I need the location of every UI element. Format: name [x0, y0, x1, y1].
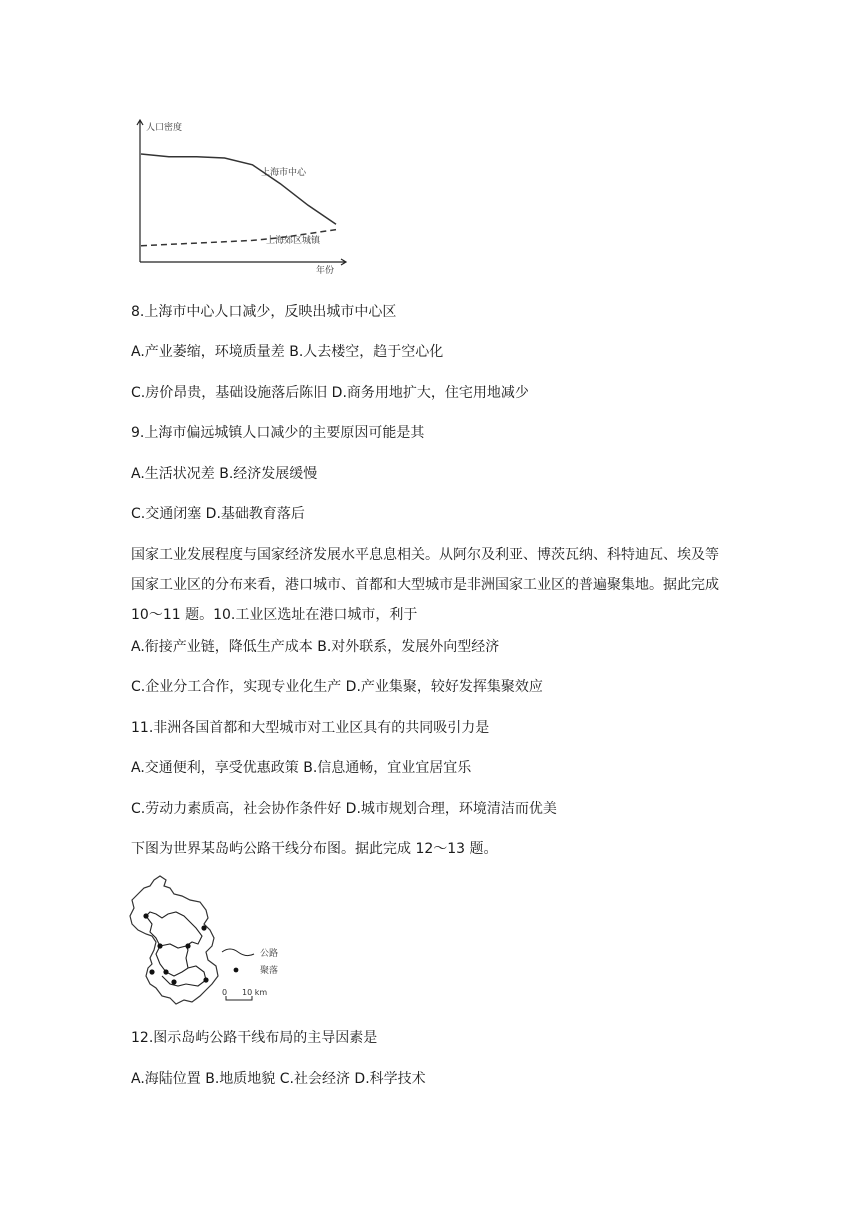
y-axis-label: 人口密度 [146, 123, 183, 133]
q8-options-cd: C.房价昂贵，基础设施落后陈旧 D.商务用地扩大，住宅用地减少 [131, 385, 529, 401]
passage-island-map: 下图为世界某岛屿公路干线分布图。据此完成 12～13 题。 [131, 841, 498, 857]
series-label-suburb: 上海郊区城镇 [266, 236, 321, 246]
q11-options-ab: A.交通便利，享受优惠政策 B.信息通畅，宜业宜居宜乐 [131, 760, 472, 776]
q12-options: A.海陆位置 B.地质地貌 C.社会经济 D.科学技术 [131, 1071, 426, 1087]
q8-stem: 8.上海市中心人口减少，反映出城市中心区 [131, 304, 397, 320]
scale-zero: 0 [222, 988, 228, 997]
island-road-map [126, 872, 286, 1007]
settlement-dot [163, 969, 168, 974]
settlement-dot [149, 969, 154, 974]
settlement-dot [143, 913, 148, 918]
legend-settlement-symbol [234, 968, 239, 973]
passage-industrial-zones: 国家工业发展程度与国家经济发展水平息息相关。从阿尔及利亚、博茨瓦纳、科特迪瓦、埃及等国家工业区的分布来看，港口城市、首都和大型城市是非洲国家工业区的普遍聚集地。据此完成 10～11 题。10.工业区选址在港口城市，利于 [131, 547, 719, 623]
q10-options-cd: C.企业分工合作，实现专业化生产 D.产业集聚，较好发挥集聚效应 [131, 679, 543, 695]
series-label-center: 上海市中心 [261, 168, 307, 178]
settlement-dot [185, 943, 190, 948]
legend-road-symbol [222, 949, 254, 956]
q11-options-cd: C.劳动力素质高，社会协作条件好 D.城市规划合理，环境清洁而优美 [131, 801, 557, 817]
q11-stem: 11.非洲各国首都和大型城市对工业区具有的共同吸引力是 [131, 720, 490, 736]
population-density-chart [126, 112, 366, 277]
q9-options-ab: A.生活状况差 B.经济发展缓慢 [131, 466, 318, 482]
series-line-center [141, 154, 336, 224]
q12-stem: 12.图示岛屿公路干线布局的主导因素是 [131, 1030, 378, 1046]
y-axis [137, 120, 143, 262]
q9-stem: 9.上海市偏远城镇人口减少的主要原因可能是其 [131, 425, 425, 441]
x-axis [140, 259, 346, 265]
settlement-dot [203, 977, 208, 982]
scale-label: 10 km [242, 988, 268, 997]
q9-options-cd: C.交通闭塞 D.基础教育落后 [131, 506, 305, 522]
settlement-dot [171, 979, 176, 984]
settlement-dot [157, 943, 162, 948]
q10-options-ab: A.衔接产业链，降低生产成本 B.对外联系，发展外向型经济 [131, 639, 500, 655]
chart-svg [126, 112, 366, 277]
road-network [146, 912, 206, 986]
q8-options-ab: A.产业萎缩，环境质量差 B.人去楼空，趋于空心化 [131, 344, 444, 360]
legend-settlement-label: 聚落 [260, 966, 279, 976]
legend-road-label: 公路 [260, 949, 279, 959]
x-axis-label: 年份 [316, 266, 335, 276]
settlement-dot [201, 925, 206, 930]
